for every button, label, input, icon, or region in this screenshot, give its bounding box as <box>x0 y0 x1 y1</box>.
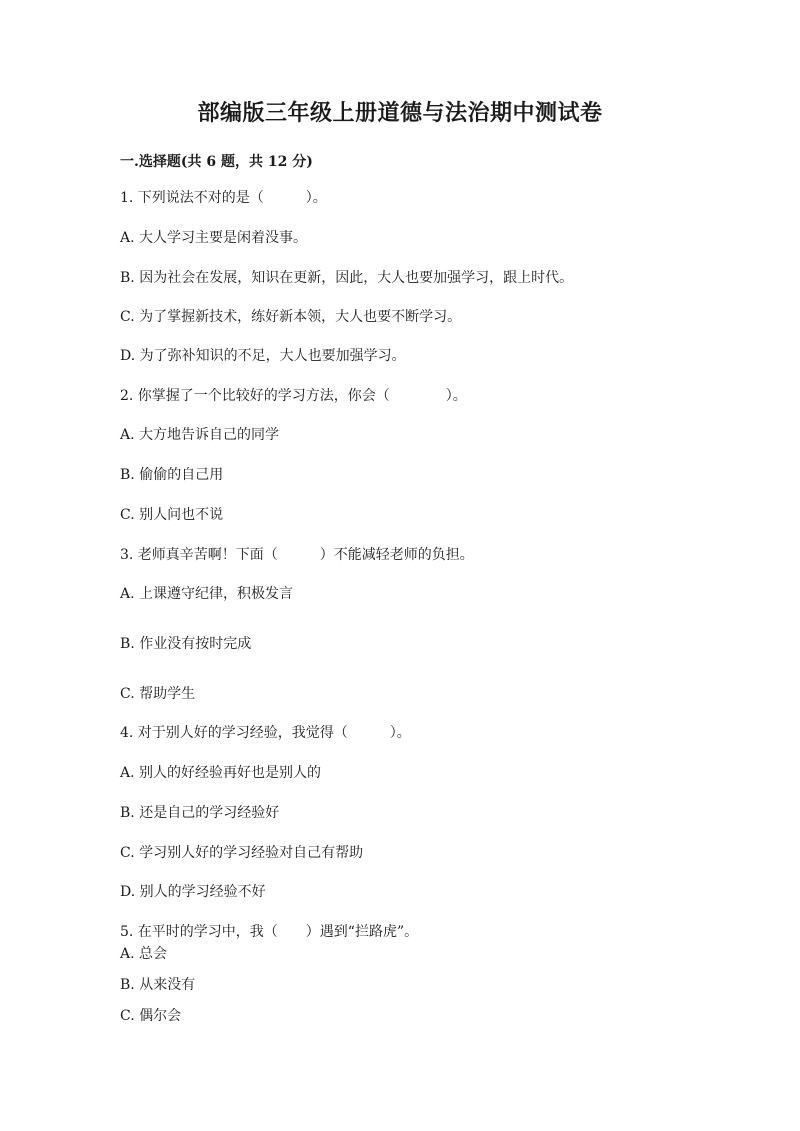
option-b: B. 偷偷的自己用 <box>120 467 224 483</box>
option-d: D. 别人的学习经验不好 <box>120 884 266 900</box>
section-heading: 一.选择题(共 6 题，共 12 分) <box>120 154 313 170</box>
option-a: A. 总会 <box>120 946 168 962</box>
option-b: B. 因为社会在发展，知识在更新，因此，大人也要加强学习，跟上时代。 <box>120 270 574 286</box>
option-a: A. 别人的好经验再好也是别人的 <box>120 765 322 781</box>
option-b: B. 从来没有 <box>120 977 196 993</box>
option-a: A. 大方地告诉自己的同学 <box>120 427 280 443</box>
option-c: C. 学习别人好的学习经验对自己有帮助 <box>120 845 364 861</box>
option-b: B. 还是自己的学习经验好 <box>120 805 280 821</box>
option-b: B. 作业没有按时完成 <box>120 636 252 652</box>
option-c: C. 帮助学生 <box>120 686 196 702</box>
option-c: C. 为了掌握新技术，练好新本领，大人也要不断学习。 <box>120 309 462 325</box>
question-stem: 3. 老师真辛苦啊！下面（ ）不能减轻老师的负担。 <box>120 547 474 563</box>
question-stem: 4. 对于别人好的学习经验，我觉得（ ）。 <box>120 725 411 741</box>
option-c: C. 偶尔会 <box>120 1008 182 1024</box>
option-d: D. 为了弥补知识的不足，大人也要加强学习。 <box>120 348 406 364</box>
question-stem: 5. 在平时的学习中，我（ ）遇到“拦路虎”。 <box>120 924 419 940</box>
page-title: 部编版三年级上册道德与法治期中测试卷 <box>197 100 603 126</box>
option-c: C. 别人问也不说 <box>120 507 224 523</box>
option-a: A. 上课遵守纪律，积极发言 <box>120 586 294 602</box>
question-stem: 2. 你掌握了一个比较好的学习方法，你会（ ）。 <box>120 388 467 404</box>
option-a: A. 大人学习主要是闲着没事。 <box>120 230 308 246</box>
question-stem: 1. 下列说法不对的是（ ）。 <box>120 190 327 206</box>
